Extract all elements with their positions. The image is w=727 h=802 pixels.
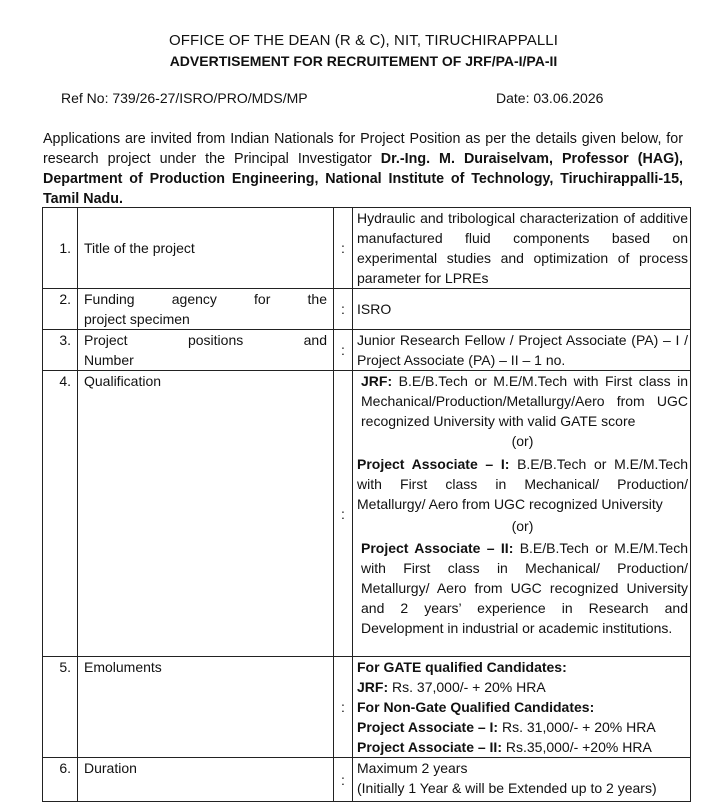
jrf-qualification: JRF: B.E/B.Tech or M.E/M.Tech with First class in Mechanical/Production/Metallurgy/Aero from UGC recognized University with valid GATE score [361,373,688,429]
row-label: Emoluments [78,657,334,758]
row-number: 2. [43,289,78,330]
row-label: Project positions and Number [78,330,334,371]
principal-investigator: Dr.-Ing. M. Duraiselvam, Professor (HAG), Department of Production Engineering, National Institute of Technology, Tiruchirappalli-15, Tamil Nadu. [43,151,683,207]
row-label: Qualification [78,371,334,657]
office-title: OFFICE OF THE DEAN (R & C), NIT, TIRUCHIRAPPALLI [168,32,558,49]
colon: : [334,330,353,371]
reference-number: Ref No: 739/26-27/ISRO/PRO/MDS/MP [61,90,308,106]
intro-text: Applications are invited from Indian Nationals for Project Position as per the details given below, for research project under the Principal Investigator [43,131,683,167]
table-row [43,330,691,371]
project-positions: Junior Research Fellow / Project Associate (PA) – I / Project Associate (PA) – II – 1 no. [353,330,691,371]
row-number: 5. [43,657,78,758]
colon: : [334,657,353,758]
row-number: 3. [43,330,78,371]
row-label: Funding agency for the project specimen [78,289,334,330]
emoluments [353,657,691,758]
table-row [43,289,691,330]
row-number: 4. [43,371,78,657]
advertisement-date: Date: 03.06.2026 [496,90,604,106]
table-row [43,208,691,289]
or-separator: (or) [511,518,534,534]
colon: : [334,289,353,330]
pa1-pay: Project Associate – I: Rs. 31,000/- + 20% HRA [357,719,656,735]
colon: : [334,758,353,802]
duration: Maximum 2 years (Initially 1 Year & will be Extended up to 2 years) [353,758,691,802]
project-title: Hydraulic and tribological characterization of additive manufactured fluid components based on experimental studies and optimization of process parameter for LPREs [353,208,691,289]
row-number: 1. [43,208,78,289]
nongate-heading: For Non-Gate Qualified Candidates: [357,699,595,715]
jrf-pay: JRF: Rs. 37,000/- + 20% HRA [357,679,546,695]
table-row [43,657,691,758]
pa2-pay: Project Associate – II: Rs.35,000/- +20% HRA [357,739,652,755]
qualification [353,371,691,657]
pa2-qualification: Project Associate – II: B.E/B.Tech or M.E/M.Tech with First class in Mechanical/ Production/ Metallurgy/ Aero from UGC recognized University and 2 years’ experience in Research and Development in industrial or academic institutions. [361,540,689,636]
pa1-qualification: Project Associate – I: B.E/B.Tech or M.E/M.Tech with First class in Mechanical/ Production/ Metallurgy/ Aero from UGC recognized University [357,456,688,512]
colon: : [334,208,353,289]
table-row [43,758,691,802]
details-table [42,207,691,802]
row-number: 6. [43,758,78,802]
row-label: Duration [78,758,334,802]
row-label: Title of the project [78,208,334,289]
colon: : [334,371,353,657]
funding-agency: ISRO [353,289,691,330]
gate-heading: For GATE qualified Candidates: [357,659,567,675]
or-separator: (or) [511,433,534,449]
advertisement-title: ADVERTISEMENT FOR RECRUITEMENT OF JRF/PA-I/PA-II [169,53,558,69]
intro-paragraph [43,129,683,209]
table-row [43,371,691,657]
